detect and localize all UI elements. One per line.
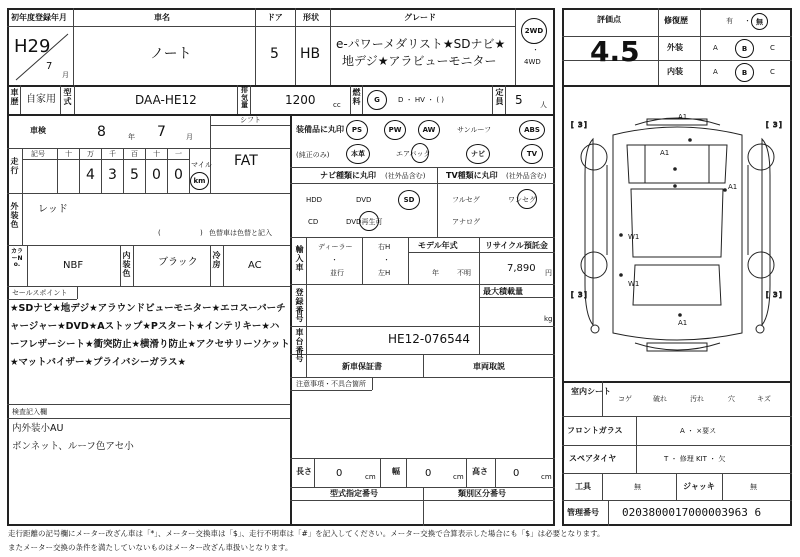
inspection-label: 車検: [30, 126, 46, 135]
svg-text:[: [: [571, 121, 574, 129]
selling-point-line: ャージャー★DVD★Aストップ★Pスタート★インテリキー★ハ: [10, 321, 280, 332]
shape-label: 形状: [303, 13, 319, 22]
damage-label: A1: [660, 149, 670, 157]
category-label: 類別区分番号: [458, 489, 506, 498]
equip-airbag: エアバック: [396, 150, 431, 158]
svg-text:]: ]: [584, 121, 587, 129]
equip-tv-circle: TV: [521, 144, 543, 164]
svg-text:]: ]: [779, 121, 782, 129]
repair-none-circle: 無: [751, 13, 768, 30]
import-label: 輸入車: [295, 245, 304, 272]
svg-text:3: 3: [773, 121, 778, 129]
selling-point-line: ーフレザーシート★衝突防止★横滑り防止★アクセサリーソケット: [10, 339, 290, 350]
color-code-label: カラーNo.: [10, 248, 23, 269]
damage-label: A1: [728, 183, 738, 191]
footer-note-1: 走行距離の記号欄にメーター改ざん車は「*」、メーター交換車は「$」、走行不明車は「#」を記入してください。メーター交換で合算表示した場合にも「$」は必要となります。: [8, 529, 605, 538]
grade-line-1: e-パワーメダリスト★SDナビ★: [336, 37, 506, 51]
model-code: DAA-HE12: [135, 93, 197, 107]
repair-label: 修復歴: [664, 16, 688, 25]
reg-month-unit: 月: [62, 71, 69, 79]
drive-4wd: 4WD: [524, 58, 541, 66]
windshield-value: A ・ ×要ス: [680, 427, 717, 435]
car-name-label: 車名: [154, 13, 170, 22]
notes-label: 注意事項・不具合箇所: [296, 380, 366, 388]
mileage-digit: 0: [174, 167, 183, 183]
equip-pw-circle: PW: [384, 120, 406, 140]
exterior-color-label: 外装色: [10, 202, 19, 229]
equip-aw-circle: AW: [418, 120, 440, 140]
shift-label: シフト: [240, 116, 261, 124]
jack-value: 無: [750, 483, 757, 491]
max-load-label: 最大積載量: [483, 287, 523, 296]
reg-year-label: 初年度登録年月: [11, 13, 67, 22]
tools-value: 無: [634, 483, 641, 491]
svg-text:]: ]: [779, 291, 782, 299]
exterior-color: レッド: [38, 204, 68, 215]
tv-type-label: TV種類に丸印: [446, 171, 498, 180]
car-use: 自家用: [26, 94, 56, 105]
new-car-cert: 新車保証書: [342, 362, 382, 371]
chassis-number: HE12-076544: [388, 332, 471, 346]
windshield-label: フロントガラス: [567, 426, 623, 435]
inspector-note: ボンネット、ルーフ色アセ小: [12, 441, 134, 452]
selling-point-line: ★マットバイザー★プライバシーガラス★: [10, 357, 187, 368]
door-count: 5: [270, 46, 279, 62]
damage-label: A1: [678, 319, 688, 327]
mileage-digit: 5: [130, 167, 139, 183]
inspector-label: 検査記入欄: [12, 408, 47, 416]
grade-line-2: 地デジ★アラビューモニター: [342, 54, 497, 68]
mgmt-number: 0203800017000003963 6: [622, 506, 762, 519]
interior-grade-b: B: [735, 63, 754, 82]
grade-label: グレード: [404, 13, 436, 22]
inspection-year: 8: [97, 124, 106, 140]
damage-label: W1: [628, 280, 640, 288]
navi-sd-circle: SD: [398, 190, 420, 210]
registration-label: 登録番号: [295, 288, 304, 324]
damage-label: A1: [678, 113, 688, 121]
score-label: 評価点: [597, 15, 621, 24]
exterior-grade-b: B: [735, 39, 754, 58]
chassis-label: 車台番号: [295, 328, 304, 364]
equip-ps-circle: PS: [346, 120, 368, 140]
svg-text:[: [: [766, 121, 769, 129]
selling-point-line: ★SDナビ★地デジ★アラウンドビューモニター★エコスーパーチ: [10, 303, 286, 314]
damage-label: W1: [628, 233, 640, 241]
body-shape: HB: [300, 46, 321, 62]
color-code: NBF: [63, 260, 84, 271]
reg-year: H29: [14, 36, 51, 57]
displacement: 1200: [285, 93, 316, 107]
svg-text:3: 3: [773, 291, 778, 299]
spare-tire-value: T ・ 修理 KIT ・ 欠: [664, 455, 726, 463]
interior-color-label: 内装色: [122, 251, 131, 278]
equip-navi-circle: ナビ: [466, 144, 490, 164]
equipment-label: 装備品に丸印: [296, 125, 344, 134]
car-damage-diagram: [565, 105, 790, 377]
mileage-digit: 3: [108, 167, 117, 183]
capacity: 5: [515, 93, 523, 107]
inspector-note: 内外装小AU: [12, 423, 64, 434]
jack-label: ジャッキ: [683, 482, 715, 491]
equip-sunroof: サンルーフ: [457, 126, 492, 134]
model-year-value: 不明: [457, 269, 471, 277]
mgmt-number-label: 管理番号: [567, 508, 599, 517]
model-label: 型式: [63, 88, 72, 106]
svg-text:]: ]: [584, 291, 587, 299]
inspection-month: 7: [157, 124, 166, 140]
type-cert-label: 型式指定番号: [330, 489, 378, 498]
tools-label: 工具: [575, 482, 591, 491]
displacement-label: 排気量: [241, 86, 248, 110]
shift-value: FAT: [234, 153, 258, 169]
spare-tire-label: スペアタイヤ: [569, 454, 617, 463]
dim-length: 0: [336, 468, 343, 479]
dim-height: 0: [513, 468, 520, 479]
capacity-label: 定員: [495, 88, 504, 106]
navi-type-label: ナビ種類に丸印: [320, 171, 376, 180]
mile-label: マイル: [191, 161, 212, 169]
mileage-digit: 4: [86, 167, 95, 183]
ac-value: AC: [248, 260, 262, 271]
ac-label: 冷房: [212, 251, 221, 269]
fuel-label: 燃料: [352, 88, 361, 106]
svg-text:3: 3: [578, 121, 583, 129]
recycle-label: リサイクル預託金: [485, 241, 548, 250]
car-name: ノート: [150, 46, 192, 62]
score-value: 4.5: [590, 35, 640, 68]
dim-width: 0: [425, 468, 432, 479]
equip-leather-circle: 本革: [346, 144, 370, 164]
exterior-label: 外装: [667, 43, 683, 52]
interior-label: 内装: [667, 67, 683, 76]
owner-manual: 車両取説: [473, 362, 505, 371]
mileage-label: 走行: [10, 157, 19, 175]
interior-color: ブラック: [158, 257, 198, 268]
color-change-note: 色替車は色替と記入: [209, 229, 272, 237]
recycle-fee: 7,890: [507, 263, 536, 274]
equip-abs-circle: ABS: [519, 120, 545, 140]
svg-text:[: [: [571, 291, 574, 299]
drive-2wd-circle: 2WD: [521, 18, 547, 44]
use-label: 車歴: [10, 88, 19, 106]
mileage-digit: 0: [152, 167, 161, 183]
km-circle: km: [190, 172, 209, 190]
selling-points-label: セールスポイント: [12, 289, 68, 297]
svg-text:3: 3: [578, 291, 583, 299]
model-year-label: モデル年式: [418, 241, 458, 250]
footer-note-2: またメーター交換の条件を満たしていないものはメーター改ざん車扱いとなります。: [8, 543, 293, 552]
fuel-gasoline-circle: G: [367, 90, 387, 110]
svg-text:[: [: [766, 291, 769, 299]
door-label: ドア: [267, 13, 283, 22]
seat-label: 室内シート: [571, 387, 611, 396]
equipment-note: (純正のみ): [296, 151, 330, 159]
reg-month: 7: [46, 61, 53, 72]
